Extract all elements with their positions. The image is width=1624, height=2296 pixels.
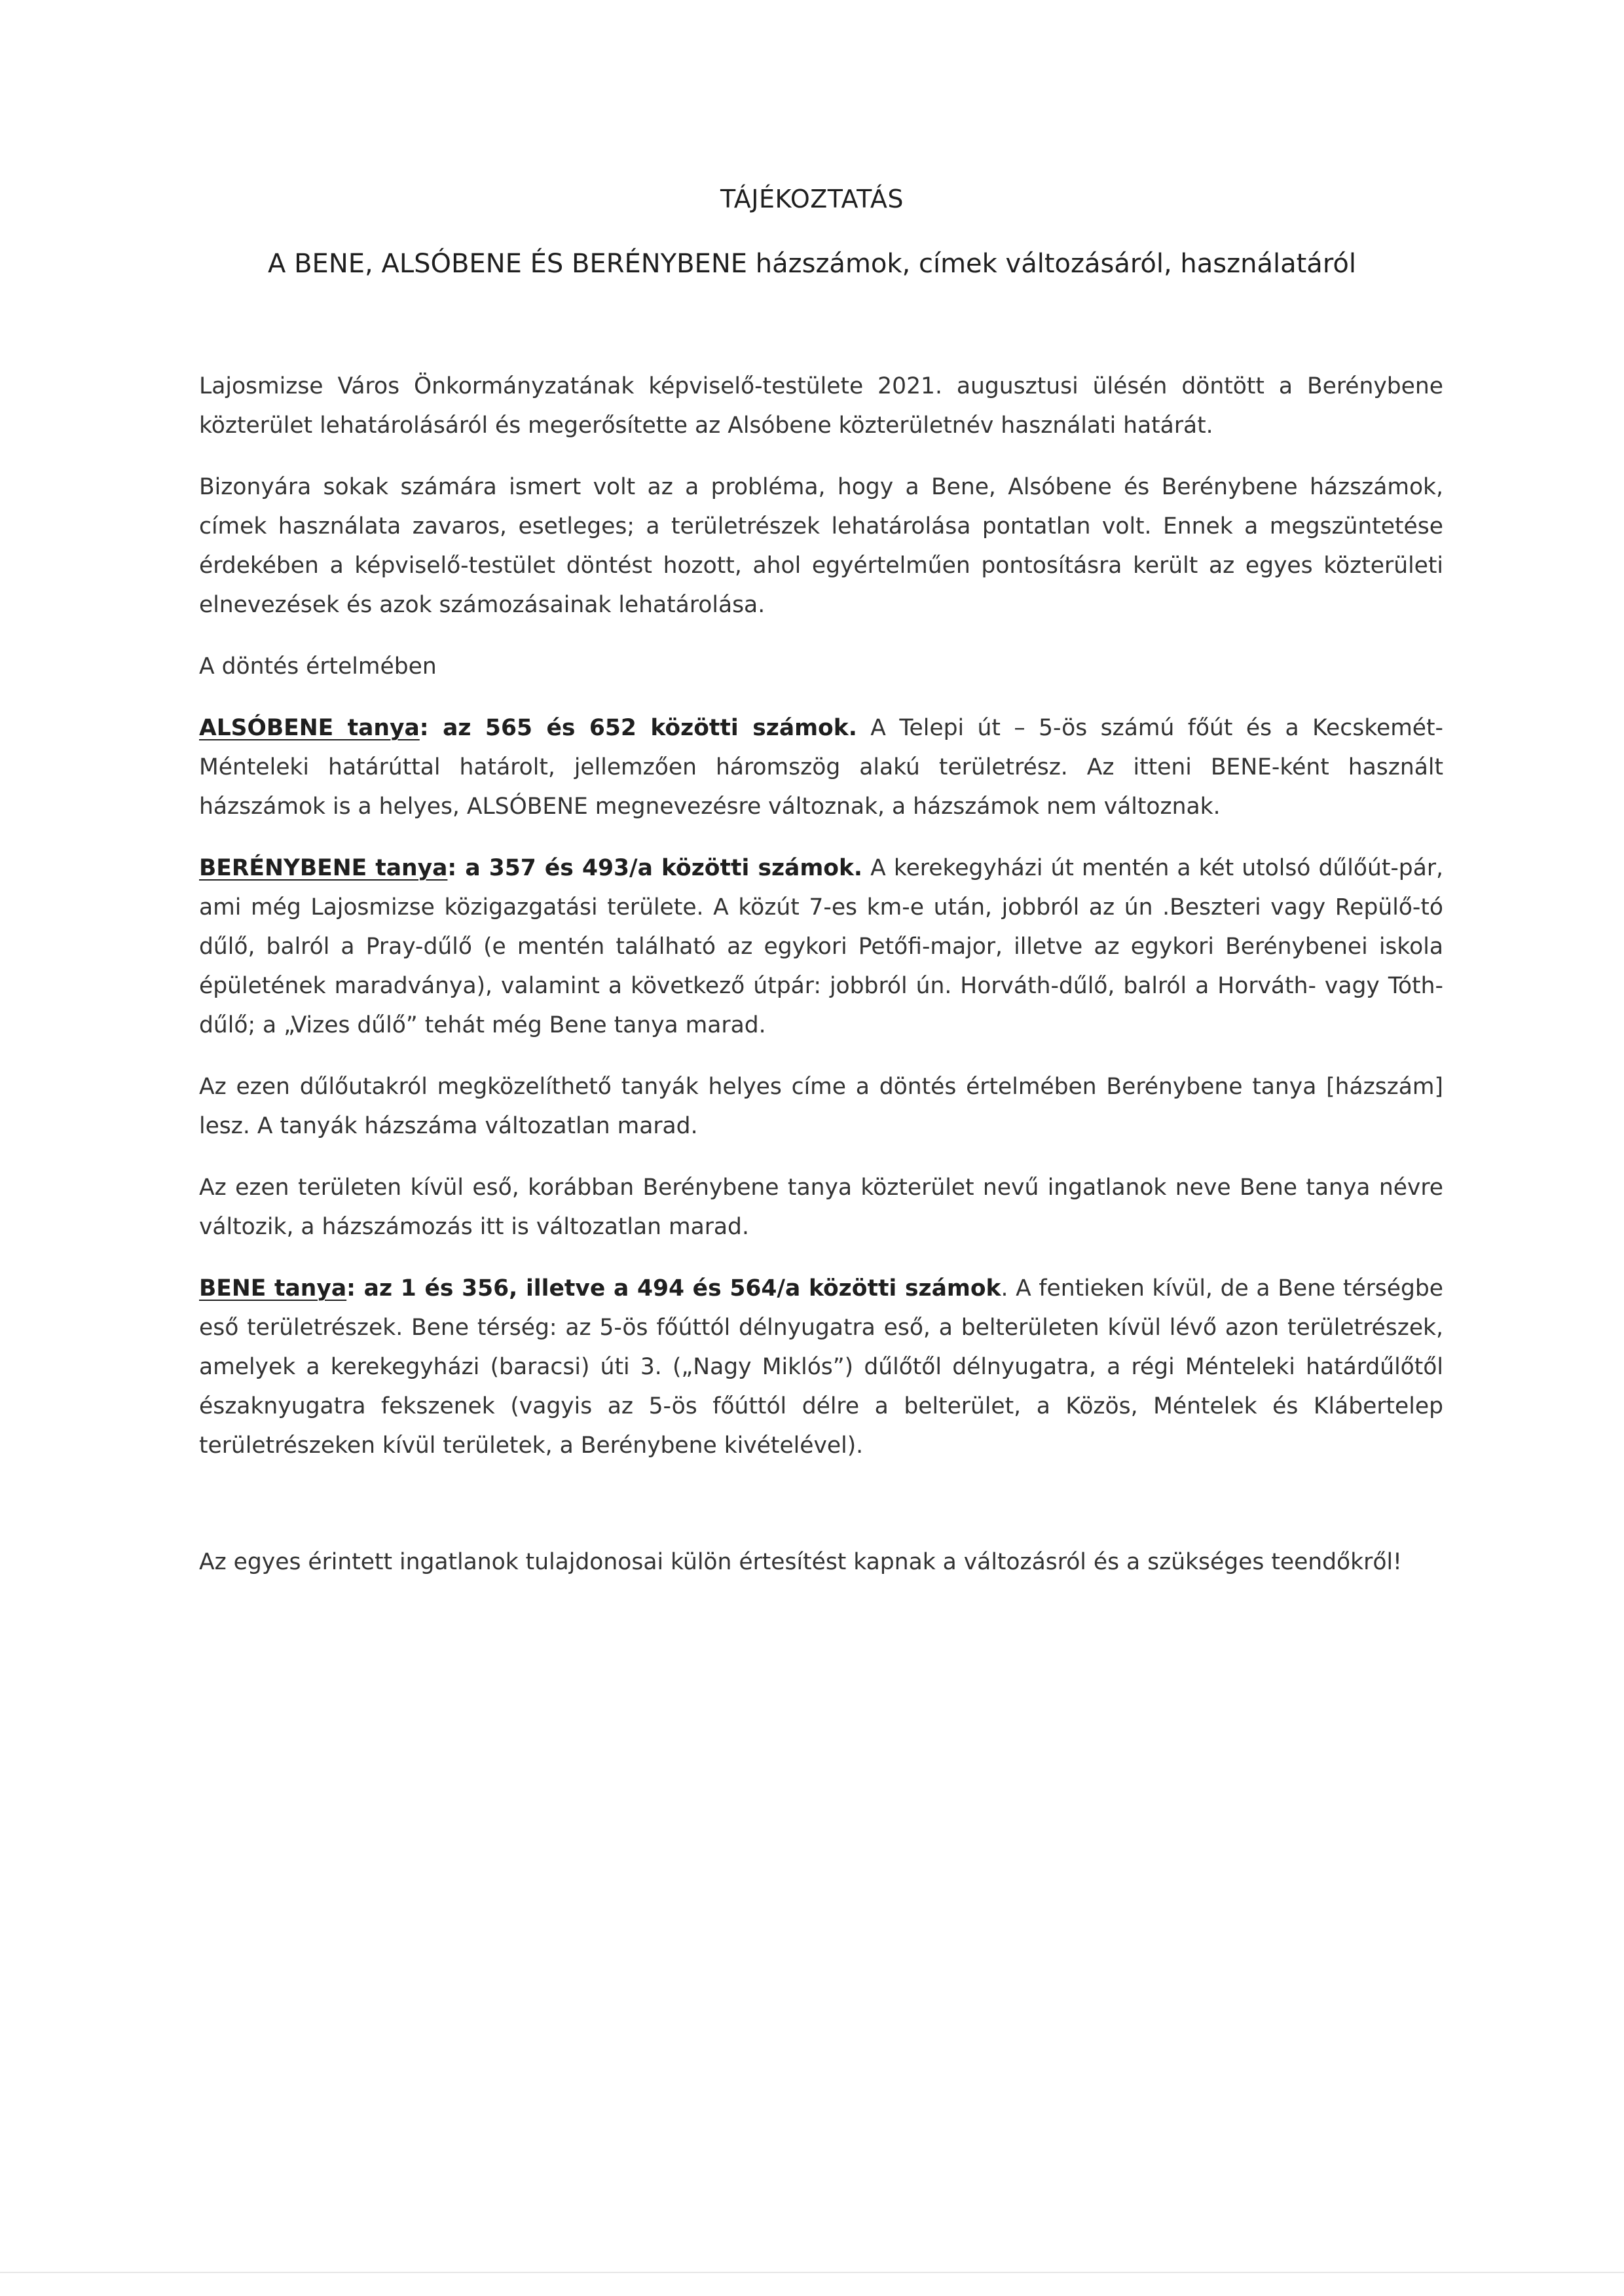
berenybene-colon: : [447,855,457,881]
bene-name: BENE tanya [199,1275,347,1302]
paragraph-council-decision: Lajosmizse Város Önkormányzatának képviselő-testülete 2021. augusztusi ülésén döntött a Berénybene közterület lehatárolásáról és megerősítette az Alsóbene közterületnév használati határát. [199,373,1443,439]
berenybene-description: A kerekegyházi út mentén a két utolsó dűlőút-pár, ami még Lajosmizse közigazgatási területe. A közút 7-es km-e után, jobbról az ún .Beszteri vagy Repülő-tó dűlő, balról a Pray-dűlő (e mentén található az egykori Petőfi-major, illetve az egykori Berénybenei iskola épületének maradványa), valamint a következő útpár: jobbról ún. Horváth-dűlő, balról a Horváth- vagy Tóth-dűlő; a „Vizes dűlő” tehát még Bene tanya marad. [199,855,1443,1038]
paragraph-berenybene [199,848,1443,1045]
paragraph-decision-intro: A döntés értelmében [199,653,437,680]
alsobene-description: A Telepi út – 5-ös számú főút és a Kecskemét-Ménteleki határúttal határolt, jellemzően háromszög alakú területrész. Az itteni BENE-ként használt házszámok is a helyes, ALSÓBENE megnevezésre változnak, a házszámok nem változnak. [199,715,1443,820]
bene-lead [199,1275,1001,1302]
berenybene-lead [199,855,862,881]
alsobene-name: ALSÓBENE tanya [199,715,420,741]
document-body [199,367,1443,1604]
alsobene-numbers: az 565 és 652 közötti számok. [428,715,857,741]
berenybene-name: BERÉNYBENE tanya [199,855,448,881]
bene-description: . A fentieken kívül, de a Bene térségbe eső területrészek. Bene térség: az 5-ös főúttól délnyugatra eső, a belterületen kívül lévő azon területrészek, amelyek a kerekegyházi (baracsi) úti 3. („Nagy Miklós”) dűlőtől délnyugatra, a régi Ménteleki határdűlőtől északnyugatra fekszenek (vagyis az 5-ös főúttól délre a belterület, a Közös, Méntelek és Klábertelep területrészeken kívül területek, a Berénybene kivételével). [199,1275,1444,1459]
bene-numbers: az 1 és 356, illetve a 494 és 564/a közötti számok [355,1275,1001,1302]
bene-colon: : [346,1275,356,1302]
alsobene-colon: : [419,715,429,741]
paragraph-owners-notice: Az egyes érintett ingatlanok tulajdonosai külön értesítést kapnak a változásról és a szükséges teendőkről! [199,1549,1402,1575]
alsobene-lead [199,715,857,741]
berenybene-numbers: a 357 és 493/a közötti számok. [456,855,863,881]
paragraph-berenybene-address: Az ezen dűlőutakról megközelíthető tanyák helyes címe a döntés értelmében Berénybene tanya [házszám] lesz. A tanyák házszáma változatlan marad. [199,1074,1443,1139]
paragraph-bene [199,1269,1443,1465]
paragraph-alsobene [199,708,1443,826]
paragraph-problem: Bizonyára sokak számára ismert volt az a probléma, hogy a Bene, Alsóbene és Berénybene házszámok, címek használata zavaros, esetleges; a területrészek lehatárolása pontatlan volt. Ennek a megszüntetése érdekében a képviselő-testület döntést hozott, ahol egyértelműen pontosításra került az egyes közterületi elnevezések és azok számozásainak lehatárolása. [199,474,1443,618]
document-title: TÁJÉKOZTATÁS [720,185,904,213]
paragraph-outside-area: Az ezen területen kívül eső, korábban Berénybene tanya közterület nevű ingatlanok neve Bene tanya névre változik, a házszámozás itt is változatlan marad. [199,1175,1443,1240]
document-subtitle: A BENE, ALSÓBENE ÉS BERÉNYBENE házszámok, címek változásáról, használatáról [268,249,1356,279]
scan-edge-line [0,2272,1624,2273]
